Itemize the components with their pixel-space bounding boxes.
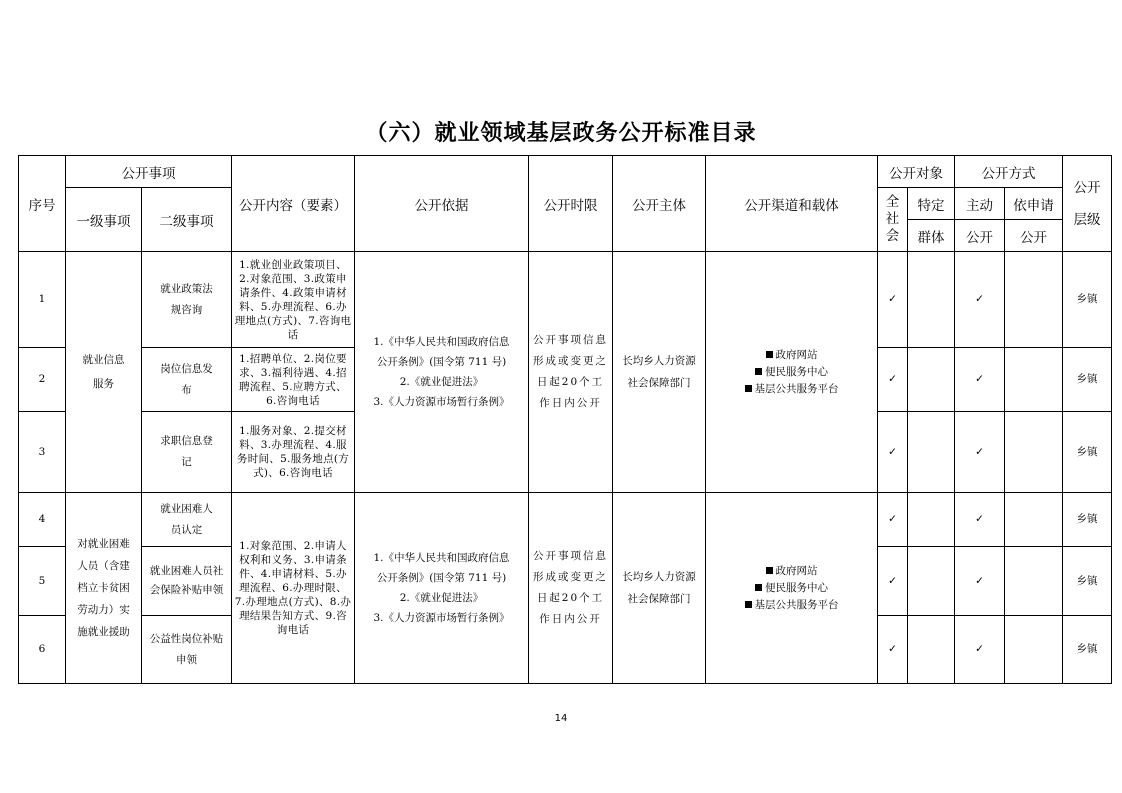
header-apply-line1: 依申请 [1005, 188, 1063, 220]
row-level2: 就业困难人员认定 [142, 493, 232, 547]
header-channel: 公开渠道和载体 [706, 156, 878, 252]
row-basis [355, 493, 529, 684]
square-bullet-icon [755, 584, 762, 591]
row-subject: 长均乡人力资源社会保障部门 [613, 493, 706, 684]
check-specific [908, 616, 955, 684]
header-method: 公开方式 [955, 156, 1063, 188]
check-specific [908, 252, 955, 348]
row-seq: 6 [19, 616, 66, 684]
header-basis: 公开依据 [355, 156, 529, 252]
basis-line: 公开条例》(国令第 711 号) [376, 356, 507, 368]
header-target: 公开对象 [878, 156, 955, 188]
square-bullet-icon [766, 351, 773, 358]
check-all-society: ✓ [878, 252, 908, 348]
channel-item: 基层公共服务平台 [708, 381, 875, 398]
channel-item: 便民服务中心 [708, 364, 875, 381]
table-row [19, 493, 1112, 547]
basis-line: 1.《中华人民共和国政府信息 [373, 336, 510, 348]
row-level: 乡镇 [1063, 547, 1112, 616]
header-specific-line2: 群体 [908, 220, 955, 252]
square-bullet-icon [766, 567, 773, 574]
disclosure-catalog-table [18, 155, 1112, 684]
header-active-line2: 公开 [955, 220, 1005, 252]
check-specific [908, 348, 955, 412]
check-specific [908, 412, 955, 493]
basis-line: 3.《人力资源市场暂行条例》 [373, 612, 510, 624]
row-level1: 就业信息服务 [66, 252, 142, 493]
header-level [1063, 156, 1112, 252]
page-number: 14 [554, 713, 568, 724]
channel-item: 政府网站 [708, 347, 875, 364]
row-level: 乡镇 [1063, 412, 1112, 493]
check-active: ✓ [955, 547, 1005, 616]
row-level: 乡镇 [1063, 493, 1112, 547]
check-active: ✓ [955, 493, 1005, 547]
check-apply [1005, 616, 1063, 684]
check-all-society: ✓ [878, 412, 908, 493]
square-bullet-icon [755, 368, 762, 375]
check-active: ✓ [955, 616, 1005, 684]
check-specific [908, 493, 955, 547]
row-content: 1.服务对象、2.提交材料、3.办理流程、4.服务时间、5.服务地点(方式)、6.咨询电话 [232, 412, 355, 493]
header-all-society-char2: 社 [885, 211, 900, 227]
channel-item: 便民服务中心 [708, 580, 875, 597]
check-all-society: ✓ [878, 616, 908, 684]
check-all-society: ✓ [878, 348, 908, 412]
row-level2: 公益性岗位补贴申领 [142, 616, 232, 684]
row-level: 乡镇 [1063, 252, 1112, 348]
row-content: 1.对象范围、2.申请人权利和义务、3.申请条件、4.申请材料、5.办理流程、6.办理时限、7.办理地点(方式)、8.办理结果告知方式、9.咨询电话 [232, 493, 355, 684]
header-all-society [878, 188, 908, 252]
basis-line: 1.《中华人民共和国政府信息 [373, 552, 510, 564]
check-active: ✓ [955, 412, 1005, 493]
row-basis [355, 252, 529, 493]
row-seq: 5 [19, 547, 66, 616]
table-row [19, 252, 1112, 348]
row-level1: 对就业困难人员（含建档立卡贫困劳动力）实施就业援助 [66, 493, 142, 684]
row-level2: 岗位信息发布 [142, 348, 232, 412]
row-level: 乡镇 [1063, 348, 1112, 412]
row-level2: 就业困难人员社会保险补贴申领 [142, 547, 232, 616]
check-apply [1005, 493, 1063, 547]
header-items: 公开事项 [66, 156, 232, 188]
header-level1: 一级事项 [66, 188, 142, 252]
check-all-society: ✓ [878, 493, 908, 547]
square-bullet-icon [745, 601, 752, 608]
channel-item: 政府网站 [708, 563, 875, 580]
check-apply [1005, 412, 1063, 493]
basis-line: 2.《就业促进法》 [399, 592, 484, 604]
row-level: 乡镇 [1063, 616, 1112, 684]
header-level-line1: 公开 [1073, 179, 1101, 196]
check-apply [1005, 348, 1063, 412]
header-content: 公开内容（要素） [232, 156, 355, 252]
basis-line: 公开条例》(国令第 711 号) [376, 572, 507, 584]
row-subject: 长均乡人力资源社会保障部门 [613, 252, 706, 493]
check-apply [1005, 252, 1063, 348]
header-specific-line1: 特定 [908, 188, 955, 220]
basis-line: 3.《人力资源市场暂行条例》 [373, 396, 510, 408]
header-seq: 序号 [19, 156, 66, 252]
header-apply-line2: 公开 [1005, 220, 1063, 252]
check-active: ✓ [955, 252, 1005, 348]
channel-item: 基层公共服务平台 [708, 597, 875, 614]
header-all-society-char3: 会 [885, 228, 900, 244]
row-level2: 就业政策法规咨询 [142, 252, 232, 348]
header-time: 公开时限 [529, 156, 613, 252]
page-title: （六）就业领域基层政务公开标准目录 [365, 120, 757, 146]
check-specific [908, 547, 955, 616]
row-time: 公开事项信息形成或变更之日起20个工作日内公开 [529, 252, 613, 493]
check-all-society: ✓ [878, 547, 908, 616]
row-seq: 2 [19, 348, 66, 412]
row-level2: 求职信息登记 [142, 412, 232, 493]
header-all-society-char1: 全 [885, 194, 900, 210]
row-content: 1.就业创业政策项目、2.对象范围、3.政策申请条件、4.政策申请材料、5.办理流程、6.办理地点(方式)、7.咨询电话 [232, 252, 355, 348]
square-bullet-icon [745, 385, 752, 392]
row-time: 公开事项信息形成或变更之日起20个工作日内公开 [529, 493, 613, 684]
header-subject: 公开主体 [613, 156, 706, 252]
header-level2: 二级事项 [142, 188, 232, 252]
row-content: 1.招聘单位、2.岗位要求、3.福利待遇、4.招聘流程、5.应聘方式、6.咨询电话 [232, 348, 355, 412]
check-active: ✓ [955, 348, 1005, 412]
row-channel [706, 493, 878, 684]
header-level-line2: 层级 [1073, 211, 1101, 228]
row-channel [706, 252, 878, 493]
row-seq: 3 [19, 412, 66, 493]
row-seq: 4 [19, 493, 66, 547]
row-seq: 1 [19, 252, 66, 348]
basis-line: 2.《就业促进法》 [399, 376, 484, 388]
check-apply [1005, 547, 1063, 616]
header-active-line1: 主动 [955, 188, 1005, 220]
